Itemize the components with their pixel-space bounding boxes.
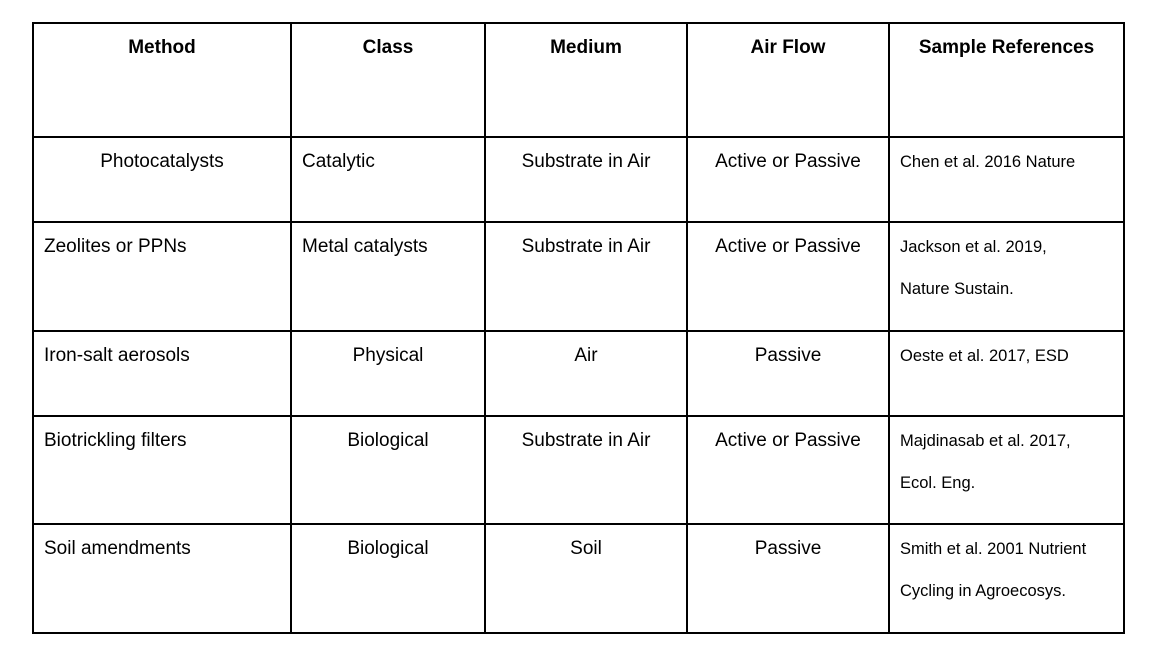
class-text: Biological	[347, 538, 429, 559]
air-flow-text: Passive	[754, 345, 822, 366]
cell-reference	[889, 331, 1124, 416]
method-text: Biotrickling filters	[44, 430, 187, 451]
cell-method	[33, 137, 291, 222]
header-method	[33, 23, 291, 137]
method-text: Zeolites or PPNs	[44, 236, 187, 257]
air-flow-text: Active or Passive	[715, 236, 861, 257]
cell-class	[291, 524, 485, 633]
method-text: Soil amendments	[44, 538, 191, 559]
header-class-label: Class	[362, 37, 414, 58]
air-flow-text: Passive	[754, 538, 822, 559]
table-row	[33, 524, 1124, 633]
medium-text: Substrate in Air	[521, 236, 651, 257]
table-row	[33, 331, 1124, 416]
cell-method	[33, 524, 291, 633]
cell-air-flow	[687, 331, 889, 416]
reference-line: Chen et al. 2016 Nature	[900, 153, 1076, 171]
header-class	[291, 23, 485, 137]
air-flow-text: Active or Passive	[715, 430, 861, 451]
cell-medium	[485, 222, 687, 331]
cell-medium	[485, 416, 687, 524]
cell-class	[291, 137, 485, 222]
cell-air-flow	[687, 137, 889, 222]
cell-method	[33, 416, 291, 524]
cell-air-flow	[687, 416, 889, 524]
method-text: Photocatalysts	[100, 151, 224, 172]
table-row	[33, 222, 1124, 331]
cell-medium	[485, 524, 687, 633]
header-medium-label: Medium	[550, 37, 622, 58]
reference-line: Cycling in Agroecosys.	[900, 582, 1066, 600]
medium-text: Air	[574, 345, 598, 366]
header-air-flow-label: Air Flow	[750, 37, 826, 58]
cell-class	[291, 222, 485, 331]
class-text: Biological	[347, 430, 429, 451]
reference-line: Oeste et al. 2017, ESD	[900, 347, 1069, 365]
medium-text: Substrate in Air	[521, 430, 651, 451]
class-text: Metal catalysts	[302, 236, 428, 257]
table-row	[33, 137, 1124, 222]
method-text: Iron-salt aerosols	[44, 345, 190, 366]
header-air-flow	[687, 23, 889, 137]
header-sample-references	[889, 23, 1124, 137]
cell-reference	[889, 524, 1124, 633]
cell-air-flow	[687, 524, 889, 633]
class-text: Catalytic	[302, 151, 375, 172]
cell-medium	[485, 137, 687, 222]
reference-line: Smith et al. 2001 Nutrient	[900, 540, 1087, 558]
reference-line: Nature Sustain.	[900, 280, 1014, 298]
header-method-label: Method	[128, 37, 196, 58]
table-row	[33, 416, 1124, 524]
cell-air-flow	[687, 222, 889, 331]
air-flow-text: Active or Passive	[715, 151, 861, 172]
cell-medium	[485, 331, 687, 416]
reference-line: Majdinasab et al. 2017,	[900, 432, 1071, 450]
reference-line: Jackson et al. 2019,	[900, 238, 1047, 256]
cell-class	[291, 416, 485, 524]
medium-text: Soil	[570, 538, 602, 559]
cell-reference	[889, 137, 1124, 222]
reference-line: Ecol. Eng.	[900, 474, 976, 492]
table-header-row	[33, 23, 1124, 137]
methods-table	[32, 22, 1125, 634]
cell-reference	[889, 416, 1124, 524]
header-medium	[485, 23, 687, 137]
medium-text: Substrate in Air	[521, 151, 651, 172]
class-text: Physical	[352, 345, 424, 366]
cell-method	[33, 222, 291, 331]
cell-method	[33, 331, 291, 416]
cell-reference	[889, 222, 1124, 331]
header-references-label: Sample References	[918, 37, 1095, 58]
cell-class	[291, 331, 485, 416]
